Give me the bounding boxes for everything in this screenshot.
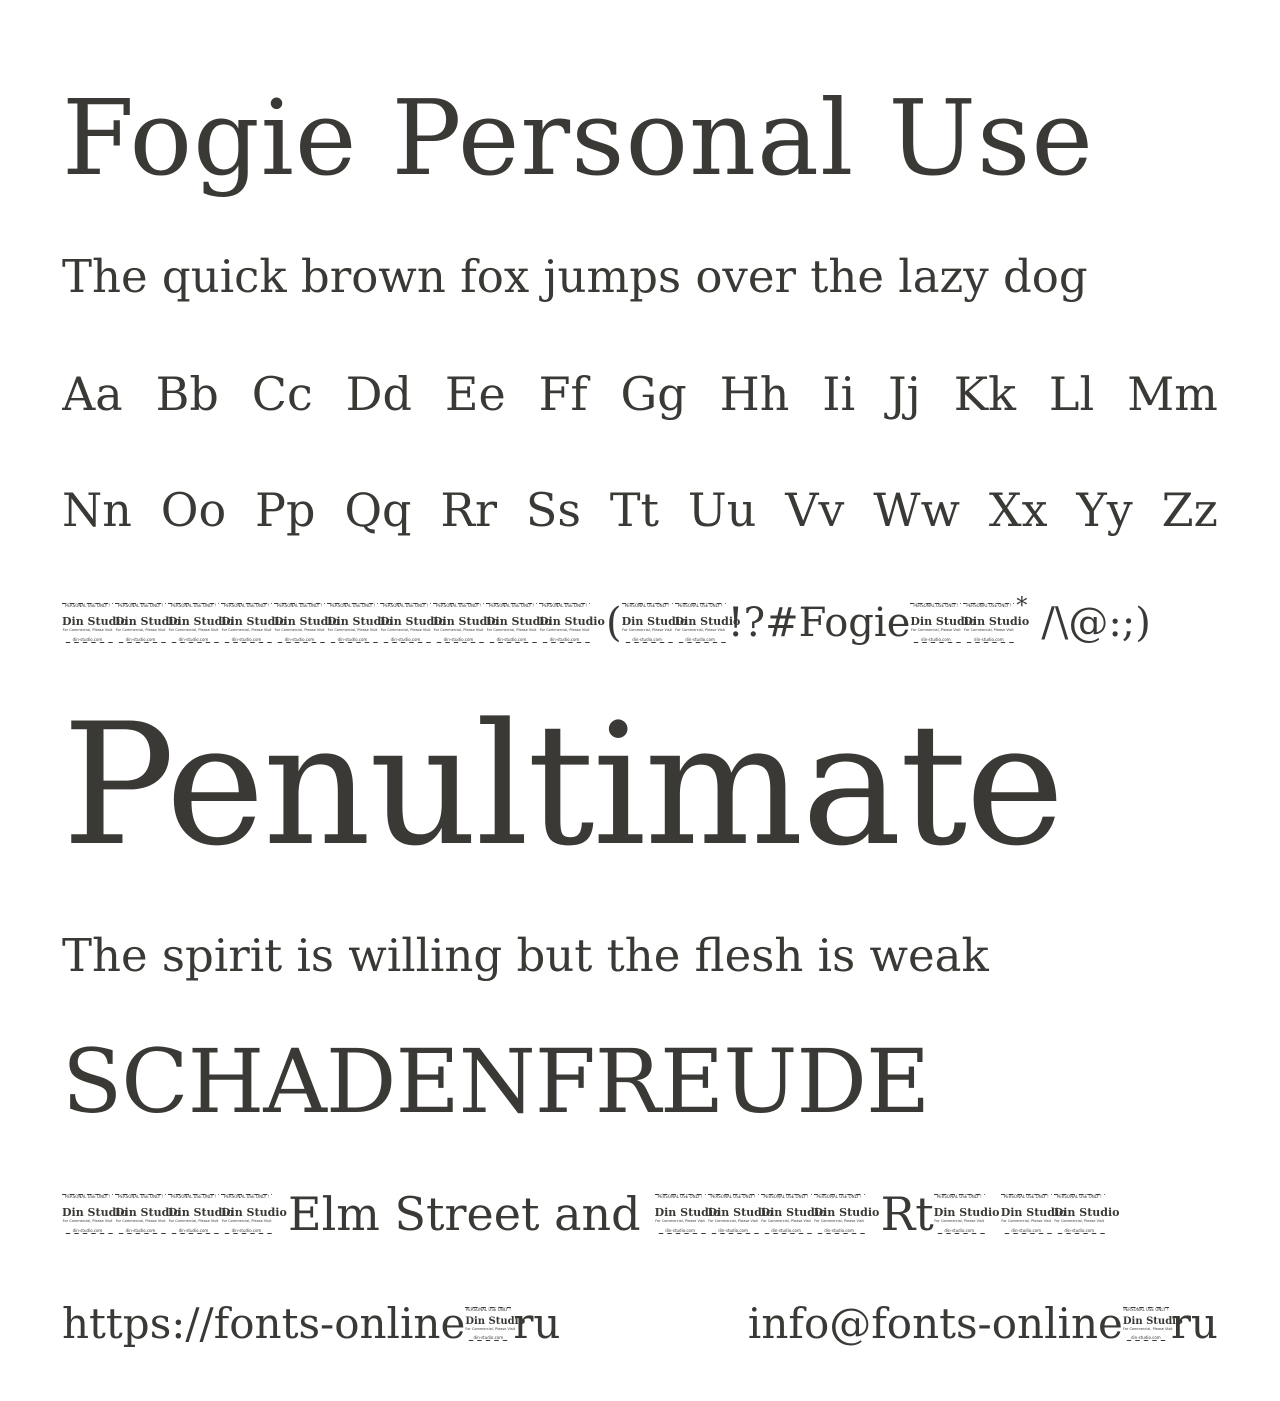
watermark-name: Din Studio [486,615,552,628]
watermark-sub-text: For Commercial, Please Visit [655,1219,705,1223]
watermark-top-text: PERSONAL USE ONLY ! [539,604,590,608]
watermark-stamp [654,1194,721,1234]
asterisk-glyph: * [1016,596,1028,619]
letter-pair: Qq [344,483,412,537]
letter-pair: Ee [444,367,506,421]
watermark-top-text: PERSONAL USE ONLY ! [486,604,537,608]
watermark-name: Din Studio [115,1206,181,1219]
watermark-group [62,603,605,643]
watermark-sub-text: For Commercial, Please Visit [1054,1219,1105,1223]
watermark-stamp [221,1194,287,1234]
watermark-top-text: PERSONAL USE ONLY ! [168,1195,219,1199]
watermark-name: Din Studio [380,615,446,628]
watermark-url: din-studio.com [814,1229,865,1233]
watermark-stamp [221,603,287,643]
letter-pair: Ww [873,483,960,537]
watermark-url: din-studio.com [708,1229,759,1233]
letter-pair: Hh [719,367,790,421]
watermark-top-text: PERSONAL USE ONLY ! [465,1307,511,1312]
watermark-name: Din Studio [168,615,234,628]
letter-pair: Dd [345,367,412,421]
address-text-1: Elm Street and [288,1187,641,1241]
watermark-stamp [115,1194,181,1234]
open-paren-glyph: ( [606,600,622,646]
address-sample [62,1186,1218,1242]
letter-pair: Ll [1048,367,1095,421]
watermark-url: din-studio.com [1123,1336,1169,1340]
watermark-top-text: PERSONAL USE ONLY ! [1123,1307,1169,1312]
alphabet-row-1 [62,362,1218,426]
watermark-sub-text: For Commercial, Please Visit [433,628,484,632]
watermark-url: din-studio.com [380,638,431,642]
watermark-stamp [168,1194,234,1234]
watermark-top-text: PERSONAL USE ONLY ! [168,604,219,608]
watermark-stamp [933,1194,1000,1234]
watermark-url: din-studio.com [62,1229,113,1233]
watermark-stamp [760,1194,827,1234]
letter-pair: Mm [1127,367,1218,421]
address-text-2: Rt [880,1187,934,1241]
alphabet-row-2 [62,478,1218,542]
watermark-sub-text: For Commercial, Please Visit [1001,1219,1052,1223]
watermark-group [465,1307,526,1341]
watermark-top-text: PERSONAL USE ONLY ! [221,1195,272,1199]
watermark-name: Din Studio [62,615,128,628]
font-title: Fogie Personal Use [62,78,1094,198]
watermark-name: Din Studio [115,615,181,628]
watermark-sub-text: For Commercial, Please Visit [327,628,378,632]
letter-pair: Zz [1161,483,1218,537]
watermark-sub-text: For Commercial, Please Visit [539,628,590,632]
watermark-stamp [62,603,128,643]
watermark-stamp [62,1194,128,1234]
watermark-name: Din Studio [274,615,340,628]
watermark-name: Din Studio [1000,1206,1067,1219]
email-prefix: info@fonts-online [747,1299,1123,1348]
letter-pair: Jj [888,367,921,421]
watermark-url: din-studio.com [221,638,272,642]
letter-pair: Pp [255,483,316,537]
watermark-stamp [327,603,393,643]
watermark-url: din-studio.com [1001,1229,1052,1233]
watermark-stamp [539,603,605,643]
watermark-name: Din Studio [963,615,1030,628]
website-suffix: ru [513,1299,561,1348]
watermark-top-text: PERSONAL USE ONLY ! [708,1195,759,1199]
watermark-top-text: PERSONAL USE ONLY ! [1054,1195,1105,1199]
watermark-name: Din Studio [221,615,287,628]
watermark-sub-text: For Commercial, Please Visit [964,628,1014,632]
watermark-name: Din Studio [327,615,393,628]
watermark-stamp [380,603,446,643]
letter-pair: Oo [160,483,227,537]
watermark-top-text: PERSONAL USE ONLY ! [675,604,726,608]
watermark-url: din-studio.com [168,1229,219,1233]
watermark-stamp [168,603,234,643]
watermark-name: Din Studio [1122,1316,1183,1327]
watermark-stamp [963,603,1030,643]
watermark-stamp [910,603,977,643]
watermark-sub-text: For Commercial, Please Visit [274,628,325,632]
display-word: Penultimate [62,700,1063,870]
letter-pair: Vv [785,483,845,537]
watermark-sub-text: For Commercial, Please Visit [911,628,961,632]
watermark-name: Din Studio [433,615,499,628]
watermark-top-text: PERSONAL USE ONLY ! [115,604,166,608]
watermark-url: din-studio.com [622,638,673,642]
letter-pair: Aa [62,367,123,421]
letter-pair: Tt [609,483,660,537]
watermark-top-text: PERSONAL USE ONLY ! [221,604,272,608]
watermark-name: Din Studio [813,1206,880,1219]
watermark-top-text: PERSONAL USE ONLY ! [327,604,378,608]
watermark-stamp [465,1307,526,1341]
watermark-sub-text: For Commercial, Please Visit [1122,1327,1173,1331]
watermark-sub-text: For Commercial, Please Visit [380,628,431,632]
watermark-url: din-studio.com [168,638,219,642]
watermark-url: din-studio.com [675,638,726,642]
watermark-top-text: PERSONAL USE ONLY ! [1001,1195,1052,1199]
watermark-stamp [707,1194,774,1234]
watermark-top-text: PERSONAL USE ONLY ! [814,1195,865,1199]
watermark-sub-text: For Commercial, Please Visit [168,628,219,632]
letter-pair: Cc [251,367,313,421]
letter-pair: Xx [988,483,1048,537]
watermark-top-text: PERSONAL USE ONLY ! [115,1195,166,1199]
watermark-group [1122,1307,1183,1341]
watermark-top-text: PERSONAL USE ONLY ! [963,604,1014,608]
watermark-stamp [674,603,741,643]
watermark-name: Din Studio [168,1206,234,1219]
watermark-top-text: PERSONAL USE ONLY ! [622,604,673,608]
watermark-sub-text: For Commercial, Please Visit [486,628,537,632]
watermark-group [910,603,1030,643]
letter-pair: Kk [953,367,1016,421]
caps-sample: SCHADENFREUDE [62,1030,930,1133]
letter-pair: Ii [822,367,856,421]
watermark-group [1000,1194,1120,1234]
watermark-sub-text: For Commercial, Please Visit [115,1219,166,1223]
watermark-stamp [621,603,688,643]
letter-pair: Ff [538,367,588,421]
watermark-name: Din Studio [654,1206,721,1219]
watermark-url: din-studio.com [221,1229,272,1233]
watermark-stamp [274,603,340,643]
contacts-row [62,1296,1218,1352]
watermark-url: din-studio.com [465,1336,511,1340]
watermark-top-text: PERSONAL USE ONLY ! [655,1195,706,1199]
watermark-sub-text: For Commercial, Please Visit [622,628,672,632]
watermark-sub-text: For Commercial, Please Visit [708,1219,758,1223]
email-suffix: ru [1170,1299,1218,1348]
watermark-group [933,1194,1000,1234]
letter-pair: Rr [440,483,497,537]
watermark-url: din-studio.com [963,638,1014,642]
website-prefix: https://fonts-online [62,1299,466,1348]
watermark-group [621,603,741,643]
watermark-stamp [813,1194,880,1234]
watermark-url: din-studio.com [539,638,590,642]
watermark-sub-text: For Commercial, Please Visit [761,1219,811,1223]
watermark-top-text: PERSONAL USE ONLY ! [274,604,325,608]
watermark-sub-text: For Commercial, Please Visit [221,628,272,632]
watermark-sub-text: For Commercial, Please Visit [62,628,113,632]
watermark-name: Din Studio [221,1206,287,1219]
watermark-url: din-studio.com [934,1229,985,1233]
watermark-name: Din Studio [62,1206,128,1219]
pangram-sample: The quick brown fox jumps over the lazy dog [62,249,1088,303]
watermark-name: Din Studio [1053,1206,1120,1219]
watermark-top-text: PERSONAL USE ONLY ! [934,1195,985,1199]
watermark-url: din-studio.com [115,638,166,642]
watermark-url: din-studio.com [62,638,113,642]
watermark-sub-text: For Commercial, Please Visit [814,1219,864,1223]
watermark-url: din-studio.com [910,638,961,642]
watermark-top-text: PERSONAL USE ONLY ! [380,604,431,608]
watermark-group [654,1194,880,1234]
watermark-name: Din Studio [910,615,977,628]
letter-pair: Bb [155,367,219,421]
letter-pair: Yy [1076,483,1133,537]
watermark-top-text: PERSONAL USE ONLY ! [910,604,961,608]
watermark-url: din-studio.com [486,638,537,642]
glyph-sample-row [62,596,1218,650]
watermark-top-text: PERSONAL USE ONLY ! [62,604,113,608]
watermark-stamp [1122,1307,1183,1341]
watermark-sub-text: For Commercial, Please Visit [465,1327,515,1331]
watermark-url: din-studio.com [115,1229,166,1233]
watermark-sub-text: For Commercial, Please Visit [168,1219,219,1223]
watermark-sub-text: For Commercial, Please Visit [675,628,725,632]
watermark-url: din-studio.com [1054,1229,1105,1233]
watermark-url: din-studio.com [327,638,378,642]
punctuation-glyphs: !?#Fogie [727,600,911,646]
watermark-url: din-studio.com [274,638,325,642]
watermark-stamp [115,603,181,643]
watermark-sub-text: For Commercial, Please Visit [115,628,166,632]
watermark-name: Din Studio [933,1206,1000,1219]
watermark-stamp [433,603,499,643]
letter-pair: Nn [62,483,132,537]
letter-pair: Uu [687,483,757,537]
watermark-sub-text: For Commercial, Please Visit [62,1219,113,1223]
watermark-stamp [1053,1194,1120,1234]
watermark-name: Din Studio [465,1316,526,1327]
watermark-sub-text: For Commercial, Please Visit [221,1219,272,1223]
watermark-top-text: PERSONAL USE ONLY ! [433,604,484,608]
watermark-url: din-studio.com [433,638,484,642]
watermark-name: Din Studio [760,1206,827,1219]
watermark-name: Din Studio [674,615,741,628]
letter-pair: Ss [525,483,581,537]
watermark-top-text: PERSONAL USE ONLY ! [62,1195,113,1199]
watermark-url: din-studio.com [761,1229,812,1233]
proverb-sample: The spirit is willing but the flesh is weak [62,928,989,982]
watermark-top-text: PERSONAL USE ONLY ! [761,1195,812,1199]
watermark-name: Din Studio [621,615,688,628]
letter-pair: Gg [620,367,687,421]
website-link[interactable] [62,1299,561,1348]
watermark-url: din-studio.com [655,1229,706,1233]
watermark-stamp [486,603,552,643]
watermark-name: Din Studio [707,1206,774,1219]
watermark-name: Din Studio [539,615,605,628]
symbol-glyphs: /\@:;) [1041,600,1151,646]
watermark-sub-text: For Commercial, Please Visit [934,1219,985,1223]
watermark-group [62,1194,287,1234]
watermark-stamp [1000,1194,1067,1234]
email-link[interactable] [747,1299,1218,1348]
